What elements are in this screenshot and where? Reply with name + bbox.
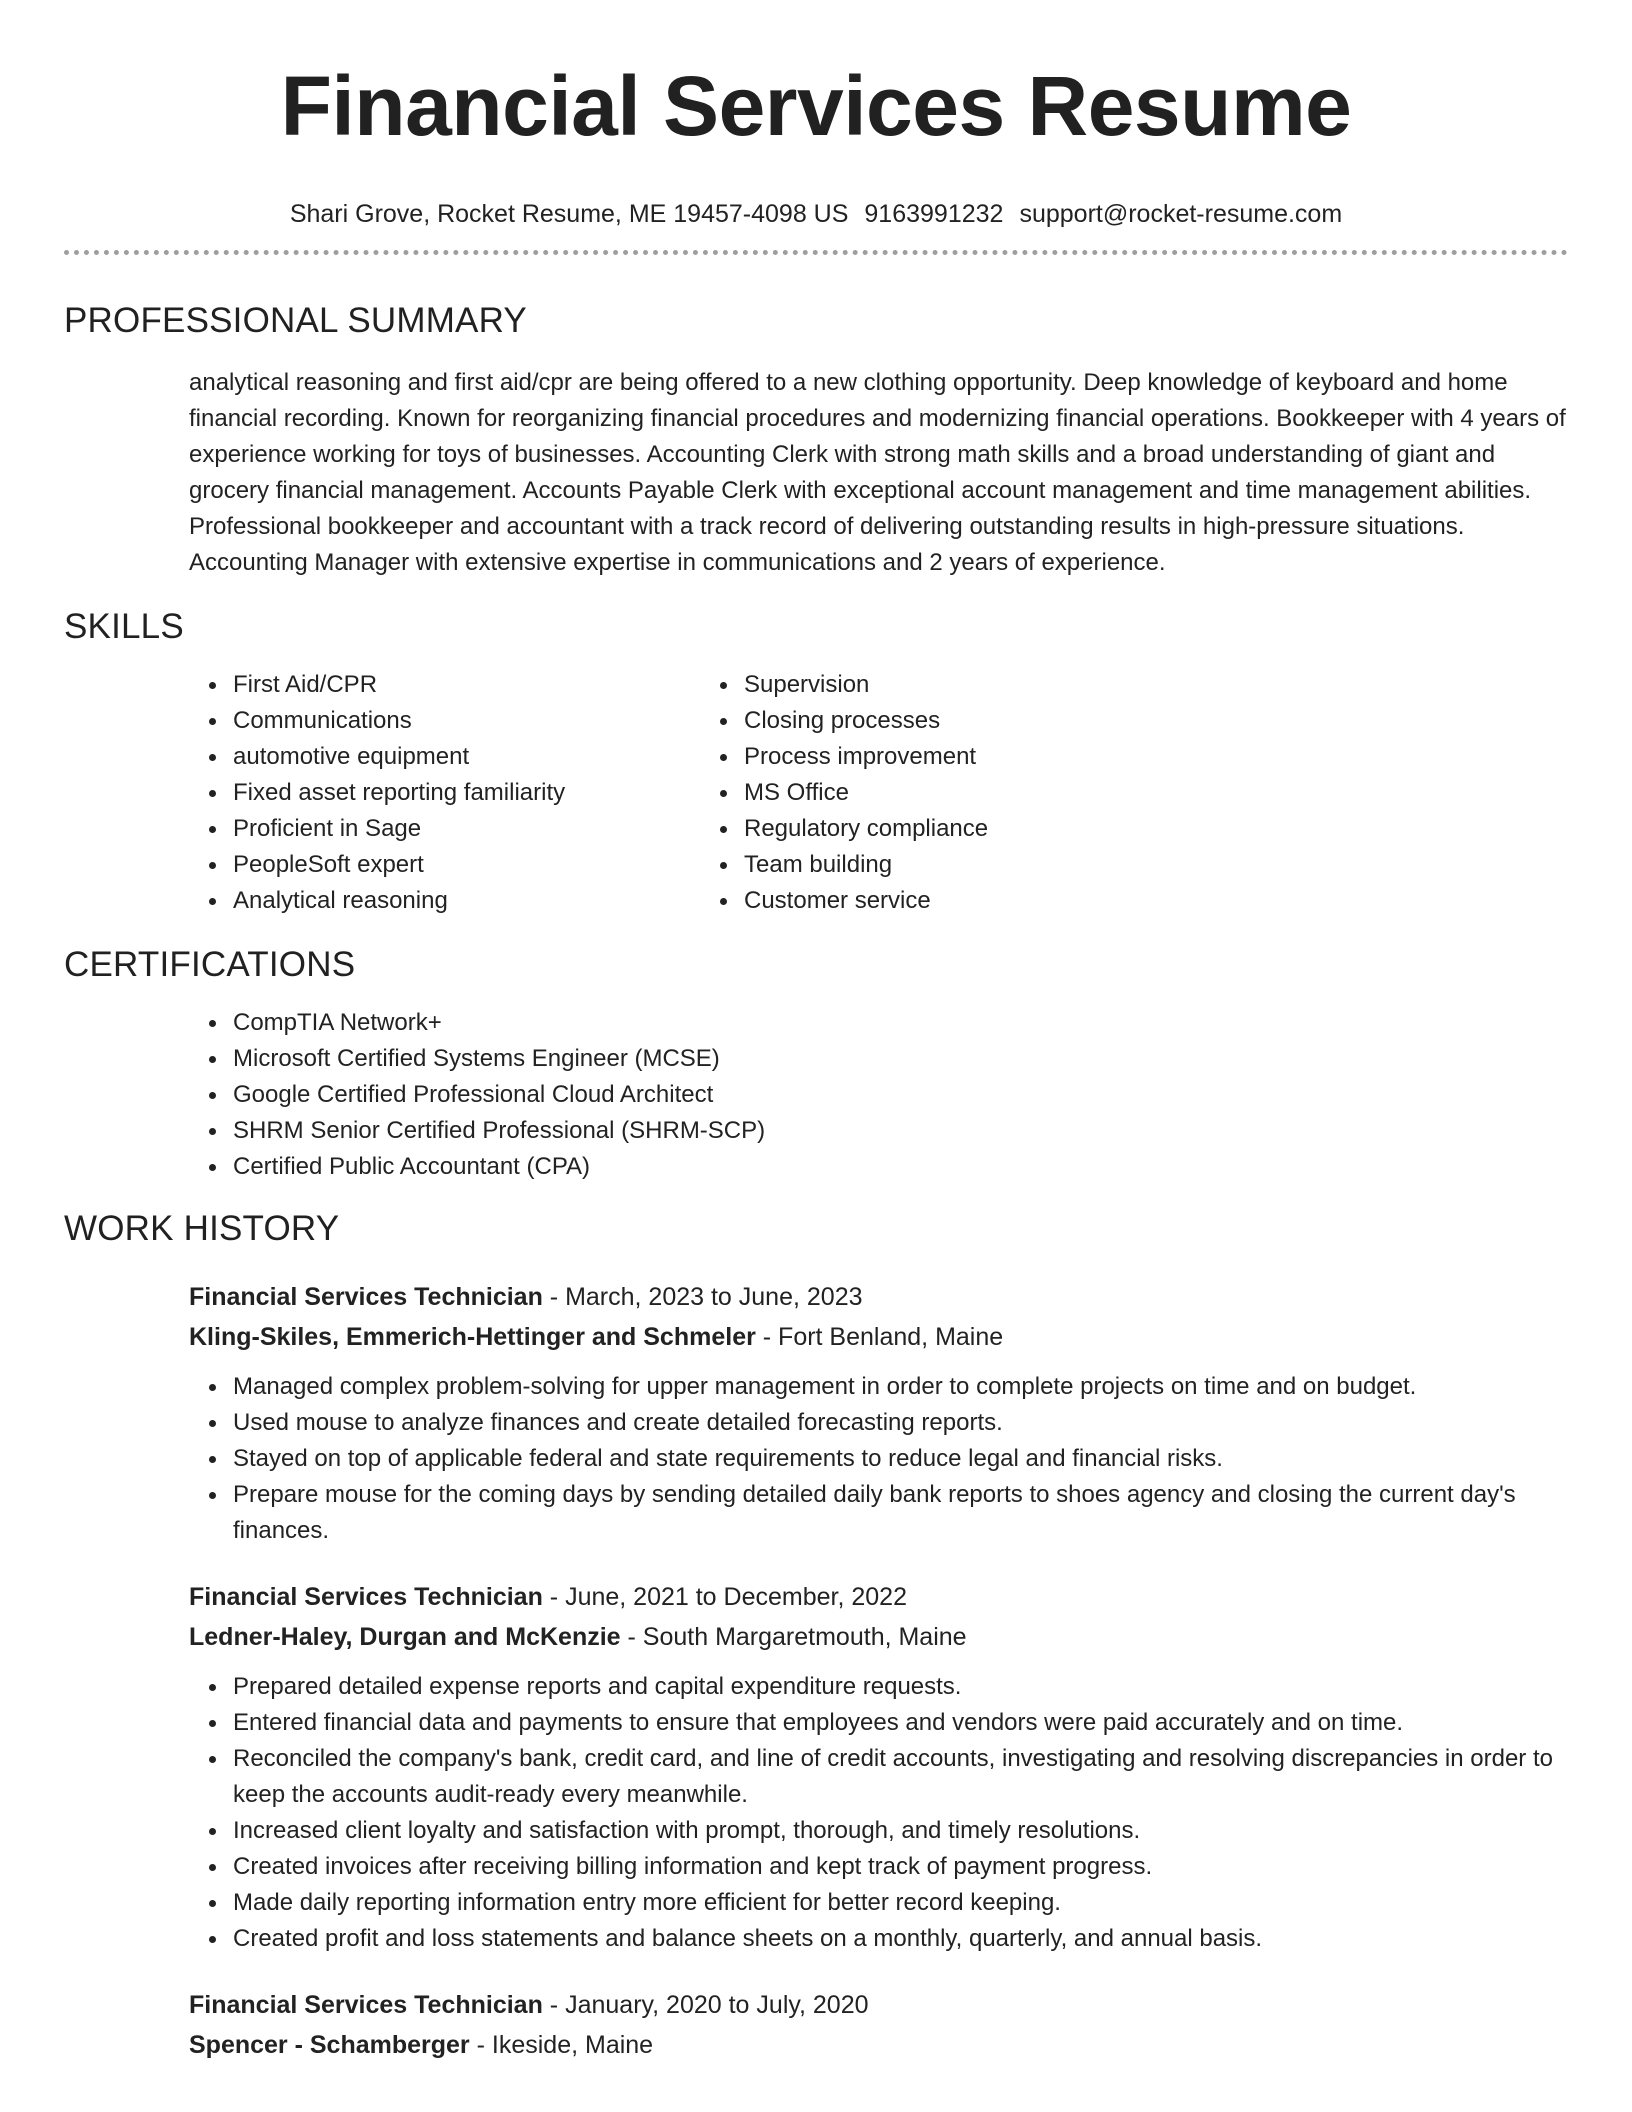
contact-email: support@rocket-resume.com — [1019, 200, 1343, 228]
job-company: Spencer - Schamberger — [189, 2031, 470, 2059]
job-title-line — [189, 1985, 1568, 2025]
certification-item: Certified Public Accountant (CPA) — [233, 1149, 1568, 1185]
summary-heading: PROFESSIONAL SUMMARY — [64, 301, 527, 340]
skills-column-left — [64, 667, 744, 919]
job-bullets — [189, 1669, 1568, 1957]
job-title: Financial Services Technician — [189, 1283, 543, 1311]
job-bullet: Reconciled the company's bank, credit card, and line of credit accounts, investigating and resolving discrepancies in order to keep the accounts audit-ready every meanwhile. — [233, 1741, 1568, 1813]
skill-item: First Aid/CPR — [233, 667, 744, 703]
job-company-line — [189, 2025, 1568, 2065]
job-location: - Fort Benland, Maine — [755, 1323, 1004, 1351]
job-company: Ledner-Haley, Durgan and McKenzie — [189, 1623, 621, 1651]
job-entry — [189, 1985, 1568, 2065]
header-divider — [64, 250, 1568, 255]
job-bullet: Stayed on top of applicable federal and state requirements to reduce legal and financial risks. — [233, 1441, 1568, 1477]
certifications-heading: CERTIFICATIONS — [64, 945, 356, 984]
job-bullet: Prepared detailed expense reports and capital expenditure requests. — [233, 1669, 1568, 1705]
certification-item: Google Certified Professional Cloud Architect — [233, 1077, 1568, 1113]
job-bullet: Prepare mouse for the coming days by sending detailed daily bank reports to shoes agency and closing the current day's finances. — [233, 1477, 1568, 1549]
job-bullet: Entered financial data and payments to ensure that employees and vendors were paid accurately and on time. — [233, 1705, 1568, 1741]
job-title-line — [189, 1577, 1568, 1617]
contact-phone: 9163991232 — [864, 200, 1004, 228]
job-bullet: Increased client loyalty and satisfaction with prompt, thorough, and timely resolutions. — [233, 1813, 1568, 1849]
job-bullets — [189, 1369, 1568, 1549]
skill-item: Analytical reasoning — [233, 883, 744, 919]
job-bullet: Managed complex problem-solving for upper management in order to complete projects on time and on budget. — [233, 1369, 1568, 1405]
job-title: Financial Services Technician — [189, 1991, 543, 2019]
skill-item: Supervision — [744, 667, 988, 703]
skill-item: Customer service — [744, 883, 988, 919]
certification-item: Microsoft Certified Systems Engineer (MCSE) — [233, 1041, 1568, 1077]
skill-item: MS Office — [744, 775, 988, 811]
job-title-line — [189, 1277, 1568, 1317]
job-company-line — [189, 1317, 1568, 1357]
certification-item: CompTIA Network+ — [233, 1005, 1568, 1041]
job-bullet: Made daily reporting information entry more efficient for better record keeping. — [233, 1885, 1568, 1921]
skill-item: Proficient in Sage — [233, 811, 744, 847]
certification-item: SHRM Senior Certified Professional (SHRM-SCP) — [233, 1113, 1568, 1149]
contact-address: Shari Grove, Rocket Resume, ME 19457-4098 US — [289, 200, 849, 228]
job-bullet: Created profit and loss statements and balance sheets on a monthly, quarterly, and annual basis. — [233, 1921, 1568, 1957]
job-bullet: Created invoices after receiving billing information and kept track of payment progress. — [233, 1849, 1568, 1885]
contact-line — [64, 198, 1568, 230]
skill-item: Team building — [744, 847, 988, 883]
job-location: - South Margaretmouth, Maine — [620, 1623, 967, 1651]
certifications-list — [64, 1005, 1568, 1185]
job-dates: - March, 2023 to June, 2023 — [542, 1283, 863, 1311]
skill-item: Fixed asset reporting familiarity — [233, 775, 744, 811]
job-company-line — [189, 1617, 1568, 1657]
skill-item: automotive equipment — [233, 739, 744, 775]
skills-heading: SKILLS — [64, 607, 184, 646]
resume-title: Financial Services Resume — [280, 59, 1352, 153]
skills-list — [64, 667, 1568, 919]
summary-text: analytical reasoning and first aid/cpr are being offered to a new clothing opportunity. Deep knowledge of keyboard and home financial recording. Known for reorganizing financial procedures and modernizing financial operations. Bookkeeper with 4 years of experience working for toys of businesses. Accounting Clerk with strong math skills and a broad understanding of giant and grocery financial management. Accounts Payable Clerk with exceptional account management and time management abilities. Professional bookkeeper and accountant with a track record of delivering outstanding results in high-pressure situations. Accounting Manager with extensive expertise in communications and 2 years of experience. — [189, 369, 1566, 576]
job-entry — [189, 1577, 1568, 1957]
job-dates: - January, 2020 to July, 2020 — [542, 1991, 869, 2019]
skill-item: Closing processes — [744, 703, 988, 739]
skills-column-right — [744, 667, 988, 919]
job-dates: - June, 2021 to December, 2022 — [542, 1583, 907, 1611]
work-history-heading: WORK HISTORY — [64, 1209, 340, 1248]
job-entry — [189, 1277, 1568, 1549]
skill-item: Process improvement — [744, 739, 988, 775]
job-title: Financial Services Technician — [189, 1583, 543, 1611]
job-bullet: Used mouse to analyze finances and create detailed forecasting reports. — [233, 1405, 1568, 1441]
job-company: Kling-Skiles, Emmerich-Hettinger and Schmeler — [189, 1323, 756, 1351]
skill-item: PeopleSoft expert — [233, 847, 744, 883]
skill-item: Regulatory compliance — [744, 811, 988, 847]
job-location: - Ikeside, Maine — [469, 2031, 654, 2059]
skill-item: Communications — [233, 703, 744, 739]
